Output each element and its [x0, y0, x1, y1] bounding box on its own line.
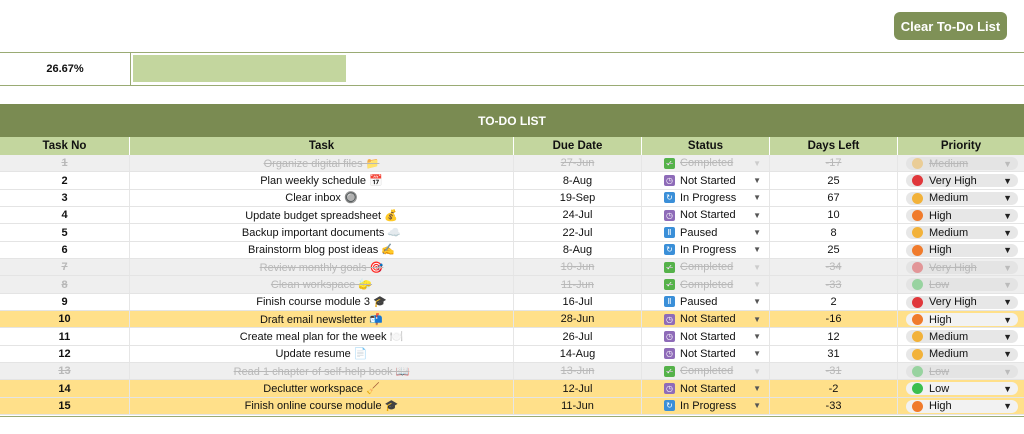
priority-dot-icon — [912, 193, 923, 204]
priority-dropdown[interactable] — [906, 278, 1018, 291]
header-task: Task — [130, 137, 514, 155]
check-box-icon: ✓ — [664, 279, 675, 290]
caret-down-icon[interactable]: ▼ — [753, 228, 761, 238]
status-dropdown[interactable] — [642, 346, 770, 362]
status-label: Not Started — [680, 330, 736, 343]
task-number: 5 — [0, 224, 130, 240]
caret-down-icon[interactable]: ▼ — [753, 401, 761, 411]
refresh-icon: ↻ — [664, 244, 675, 255]
days-left: -2 — [770, 380, 898, 396]
days-left: -31 — [770, 363, 898, 379]
priority-dot-icon — [912, 383, 923, 394]
task-name: Read 1 chapter of self-help book 📖 — [130, 363, 514, 379]
priority-label: Medium — [929, 348, 969, 361]
days-left: 2 — [770, 294, 898, 310]
status-label: Not Started — [680, 347, 736, 360]
priority-dropdown[interactable] — [906, 157, 1018, 170]
priority-dropdown[interactable] — [906, 313, 1018, 326]
priority-dot-icon — [912, 349, 923, 360]
table-row — [0, 242, 1024, 259]
header-status: Status — [642, 137, 770, 155]
task-number: 2 — [0, 172, 130, 188]
caret-down-icon[interactable]: ▼ — [1003, 401, 1012, 412]
task-number: 7 — [0, 259, 130, 275]
priority-dropdown[interactable] — [906, 296, 1018, 309]
priority-dot-icon — [912, 175, 923, 186]
task-name: Update resume 📄 — [130, 346, 514, 362]
caret-down-icon[interactable]: ▼ — [753, 384, 761, 394]
clear-todo-list-button[interactable]: Clear To-Do List — [894, 12, 1007, 40]
caret-down-icon[interactable]: ▼ — [753, 280, 761, 290]
priority-dot-icon — [912, 297, 923, 308]
days-left: 31 — [770, 346, 898, 362]
due-date: 26-Jul — [514, 328, 642, 344]
status-dropdown[interactable] — [642, 259, 770, 275]
priority-dropdown[interactable] — [906, 365, 1018, 378]
stopwatch-icon: ◷ — [664, 348, 675, 359]
due-date: 8-Aug — [514, 172, 642, 188]
priority-dot-icon — [912, 314, 923, 325]
status-dropdown[interactable] — [642, 311, 770, 327]
task-number: 6 — [0, 242, 130, 258]
due-date: 11-Jun — [514, 276, 642, 292]
priority-dot-icon — [912, 262, 923, 273]
days-left: 8 — [770, 224, 898, 240]
task-name: Declutter workspace 🧹 — [130, 380, 514, 396]
status-label: Completed — [680, 157, 734, 170]
pause-icon: Ⅱ — [664, 227, 675, 238]
caret-down-icon[interactable]: ▼ — [753, 262, 761, 272]
priority-dot-icon — [912, 227, 923, 238]
days-left: 25 — [770, 242, 898, 258]
refresh-icon: ↻ — [664, 400, 675, 411]
priority-dropdown[interactable] — [906, 261, 1018, 274]
priority-dropdown[interactable] — [906, 400, 1018, 413]
priority-dropdown[interactable] — [906, 330, 1018, 343]
priority-dropdown[interactable] — [906, 174, 1018, 187]
caret-down-icon[interactable]: ▼ — [1003, 193, 1012, 204]
priority-dot-icon — [912, 245, 923, 256]
priority-dropdown[interactable] — [906, 244, 1018, 257]
due-date: 8-Aug — [514, 242, 642, 258]
days-left: -16 — [770, 311, 898, 327]
check-box-icon: ✓ — [664, 158, 675, 169]
priority-label: Very High — [929, 296, 977, 309]
task-number: 14 — [0, 380, 130, 396]
caret-down-icon[interactable]: ▼ — [1003, 175, 1012, 186]
todo-rows — [0, 155, 1024, 415]
task-name: Organize digital files 📁 — [130, 155, 514, 171]
status-dropdown[interactable] — [642, 207, 770, 223]
due-date: 14-Aug — [514, 346, 642, 362]
priority-dropdown[interactable] — [906, 226, 1018, 239]
caret-down-icon[interactable]: ▼ — [753, 193, 761, 203]
table-row — [0, 276, 1024, 293]
caret-down-icon[interactable]: ▼ — [753, 314, 761, 324]
status-label: Completed — [680, 278, 734, 291]
task-name: Backup important documents ☁️ — [130, 224, 514, 240]
days-left: -33 — [770, 398, 898, 414]
priority-label: Low — [929, 278, 950, 291]
header-days-left: Days Left — [770, 137, 898, 155]
status-dropdown[interactable] — [642, 155, 770, 171]
priority-dot-icon — [912, 331, 923, 342]
days-left: 25 — [770, 172, 898, 188]
todo-list-title: TO-DO LIST — [0, 104, 1024, 137]
stopwatch-icon: ◷ — [664, 383, 675, 394]
refresh-icon: ↻ — [664, 192, 675, 203]
caret-down-icon[interactable]: ▼ — [753, 349, 761, 359]
caret-down-icon[interactable]: ▼ — [753, 366, 761, 376]
status-label: In Progress — [680, 243, 737, 256]
priority-dot-icon — [912, 158, 923, 169]
table-row — [0, 259, 1024, 276]
table-row — [0, 380, 1024, 397]
status-dropdown[interactable] — [642, 363, 770, 379]
caret-down-icon[interactable]: ▼ — [1003, 262, 1012, 273]
progress-row — [0, 52, 1024, 85]
caret-down-icon[interactable]: ▼ — [1003, 383, 1012, 394]
status-dropdown[interactable] — [642, 276, 770, 292]
task-name: Finish online course module 🎓 — [130, 398, 514, 414]
task-number: 8 — [0, 276, 130, 292]
task-number: 13 — [0, 363, 130, 379]
due-date: 11-Jun — [514, 398, 642, 414]
status-dropdown[interactable] — [642, 190, 770, 206]
table-row — [0, 328, 1024, 345]
priority-dropdown[interactable] — [906, 382, 1018, 395]
status-dropdown[interactable] — [642, 380, 770, 396]
table-row — [0, 207, 1024, 224]
divider — [0, 416, 1024, 417]
caret-down-icon[interactable]: ▼ — [1003, 366, 1012, 377]
priority-label: Medium — [929, 157, 969, 170]
header-priority: Priority — [940, 140, 982, 152]
table-row — [0, 311, 1024, 328]
due-date: 13-Jun — [514, 363, 642, 379]
priority-label: Very High — [929, 261, 977, 274]
days-left: 10 — [770, 207, 898, 223]
due-date: 10-Jun — [514, 259, 642, 275]
caret-down-icon[interactable]: ▼ — [1003, 349, 1012, 360]
due-date: 22-Jul — [514, 224, 642, 240]
priority-label: Low — [929, 365, 950, 378]
priority-label: Medium — [929, 330, 969, 343]
header-due-date: Due Date — [514, 137, 642, 155]
status-label: Not Started — [680, 209, 736, 222]
priority-dot-icon — [912, 401, 923, 412]
priority-label: Very High — [929, 174, 977, 187]
status-label: Not Started — [680, 313, 736, 326]
top-toolbar — [0, 0, 1024, 52]
caret-down-icon[interactable]: ▼ — [753, 297, 761, 307]
table-row — [0, 363, 1024, 380]
task-number: 12 — [0, 346, 130, 362]
task-number: 3 — [0, 190, 130, 206]
status-dropdown[interactable] — [642, 398, 770, 414]
priority-dot-icon — [912, 210, 923, 221]
progress-bar-fill — [133, 55, 346, 82]
priority-label: High — [929, 244, 952, 257]
status-label: In Progress — [680, 399, 737, 412]
caret-down-icon[interactable]: ▼ — [753, 158, 761, 168]
stopwatch-icon: ◷ — [664, 314, 675, 325]
caret-down-icon[interactable]: ▼ — [753, 332, 761, 342]
priority-label: High — [929, 209, 952, 222]
status-label: In Progress — [680, 191, 737, 204]
priority-label: High — [929, 400, 952, 413]
progress-bar-track — [131, 52, 1024, 85]
stopwatch-icon: ◷ — [664, 210, 675, 221]
caret-down-icon[interactable]: ▼ — [1003, 227, 1012, 238]
task-name: Clear inbox 🔘 — [130, 190, 514, 206]
status-label: Not Started — [680, 174, 736, 187]
table-row — [0, 172, 1024, 189]
table-row — [0, 294, 1024, 311]
status-label: Paused — [680, 295, 718, 308]
days-left: -34 — [770, 259, 898, 275]
priority-dropdown[interactable] — [906, 209, 1018, 222]
task-name: Clean workspace 🧽 — [130, 276, 514, 292]
due-date: 28-Jun — [514, 311, 642, 327]
due-date: 27-Jun — [514, 155, 642, 171]
caret-down-icon[interactable]: ▼ — [1003, 279, 1012, 290]
stopwatch-icon: ◷ — [664, 175, 675, 186]
task-name: Finish course module 3 🎓 — [130, 294, 514, 310]
task-number: 15 — [0, 398, 130, 414]
task-name: Review monthly goals 🎯 — [130, 259, 514, 275]
priority-label: High — [929, 313, 952, 326]
task-name: Create meal plan for the week 🍽️ — [130, 328, 514, 344]
task-number: 10 — [0, 311, 130, 327]
priority-label: Medium — [929, 192, 969, 205]
priority-label: Low — [929, 382, 950, 395]
priority-dropdown[interactable] — [906, 192, 1018, 205]
status-dropdown[interactable] — [642, 294, 770, 310]
status-dropdown[interactable] — [642, 328, 770, 344]
caret-down-icon[interactable]: ▼ — [1003, 245, 1012, 256]
caret-down-icon[interactable]: ▼ — [753, 210, 761, 220]
due-date: 16-Jul — [514, 294, 642, 310]
due-date: 19-Sep — [514, 190, 642, 206]
table-row — [0, 346, 1024, 363]
check-box-icon: ✓ — [664, 262, 675, 273]
status-label: Completed — [680, 365, 734, 378]
divider — [0, 85, 1024, 86]
caret-down-icon[interactable]: ▼ — [1003, 158, 1012, 169]
task-name: Brainstorm blog post ideas ✍️ — [130, 242, 514, 258]
table-row — [0, 190, 1024, 207]
caret-down-icon[interactable]: ▼ — [1003, 331, 1012, 342]
task-number: 11 — [0, 328, 130, 344]
check-box-icon: ✓ — [664, 366, 675, 377]
header-task-no: Task No — [0, 137, 130, 155]
table-row — [0, 224, 1024, 241]
days-left: -33 — [770, 276, 898, 292]
status-dropdown[interactable] — [642, 172, 770, 188]
days-left: 12 — [770, 328, 898, 344]
task-name: Draft email newsletter 📬 — [130, 311, 514, 327]
task-number: 9 — [0, 294, 130, 310]
priority-dropdown[interactable] — [906, 348, 1018, 361]
caret-down-icon[interactable]: ▼ — [753, 176, 761, 186]
status-dropdown[interactable] — [642, 224, 770, 240]
caret-down-icon[interactable]: ▼ — [753, 245, 761, 255]
due-date: 12-Jul — [514, 380, 642, 396]
table-row — [0, 155, 1024, 172]
stopwatch-icon: ◷ — [664, 331, 675, 342]
priority-label: Medium — [929, 226, 969, 239]
days-left: 67 — [770, 190, 898, 206]
priority-dot-icon — [912, 279, 923, 290]
task-number: 4 — [0, 207, 130, 223]
status-label: Paused — [680, 226, 718, 239]
task-name: Update budget spreadsheet 💰 — [130, 207, 514, 223]
priority-dot-icon — [912, 366, 923, 377]
pause-icon: Ⅱ — [664, 296, 675, 307]
due-date: 24-Jul — [514, 207, 642, 223]
caret-down-icon[interactable]: ▼ — [1003, 210, 1012, 221]
caret-down-icon[interactable]: ▼ — [1003, 314, 1012, 325]
task-number: 1 — [0, 155, 130, 171]
status-label: Completed — [680, 261, 734, 274]
days-left: -17 — [770, 155, 898, 171]
task-name: Plan weekly schedule 📅 — [130, 172, 514, 188]
column-headers — [0, 137, 1024, 155]
table-row — [0, 398, 1024, 415]
progress-percent: 26.67% — [0, 52, 131, 85]
caret-down-icon[interactable]: ▼ — [1003, 297, 1012, 308]
status-label: Not Started — [680, 382, 736, 395]
status-dropdown[interactable] — [642, 242, 770, 258]
